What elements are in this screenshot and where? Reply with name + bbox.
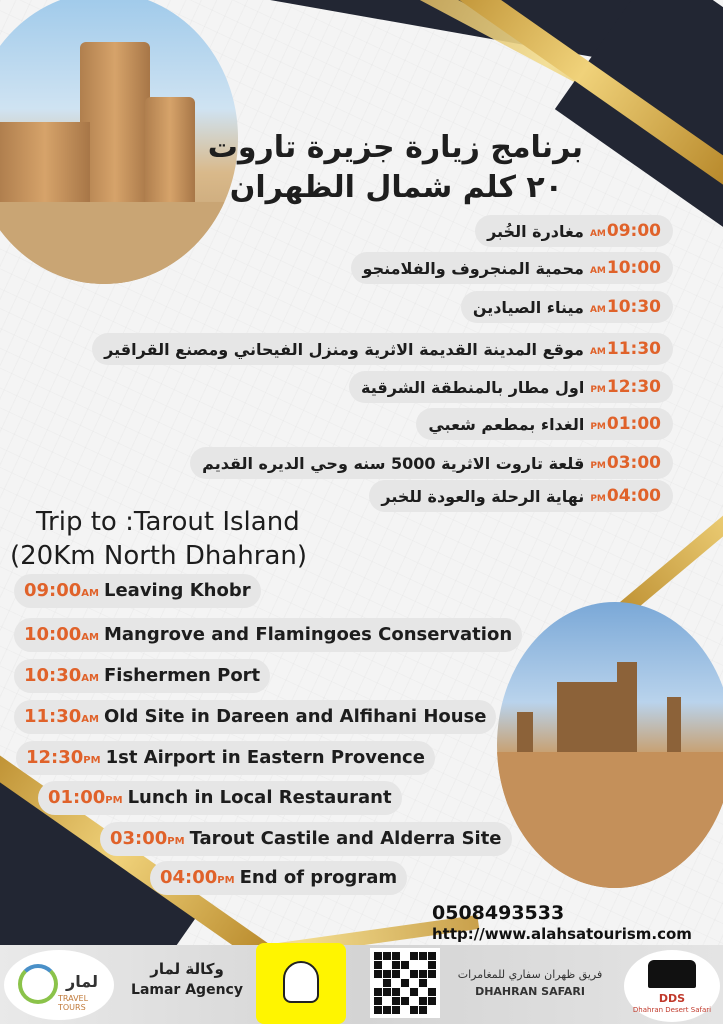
item-text: موقع المدينة القديمة الاثرية ومنزل الفيحاني ومصنع القراقير [104,339,584,359]
ruins-photo [497,602,723,888]
ampm-label: PM [590,461,606,471]
time-label: 10:30 [606,297,661,317]
english-item [38,781,402,815]
english-item [14,700,496,734]
time-label: 12:30 [26,747,84,768]
item-text: Mangrove and Flamingoes Conservation [104,624,513,645]
palm-icon [18,964,58,1004]
item-text: ميناء الصيادين [472,297,584,317]
dds-logo-label: DDS [658,992,686,1005]
ampm-label: PM [590,385,606,395]
ampm-label: AM [589,229,606,239]
website-link[interactable]: http://www.alahsatourism.com [432,925,692,943]
time-label: 04:00 [160,867,218,888]
arabic-item [351,252,673,284]
item-text: نهاية الرحلة والعودة للخبر [381,486,585,506]
ampm-label: AM [81,714,99,725]
agency-name-en: Lamar Agency [131,982,243,998]
lamar-logo [4,950,114,1020]
arabic-item [92,333,673,365]
time-label: 10:30 [24,665,82,686]
time-label: 10:00 [606,258,661,278]
agency-name-ar: وكالة لمار [150,960,224,978]
item-text: Lunch in Local Restaurant [127,787,392,808]
lamar-logo-name: لمار [66,972,98,991]
ampm-label: AM [589,266,606,276]
castle-photo [0,0,238,284]
time-label: 04:00 [606,486,661,506]
ampm-label: PM [217,875,235,886]
arabic-item [369,480,673,512]
item-text: الغداء بمطعم شعبي [428,414,585,434]
dds-logo [624,950,720,1022]
item-text: Old Site in Dareen and Alfihani House [104,706,487,727]
time-label: 11:30 [606,339,661,359]
item-text: Tarout Castile and Alderra Site [189,828,502,849]
english-title-line1: Trip to :Tarout Island [36,507,300,537]
time-label: 10:00 [24,624,82,645]
ampm-label: AM [81,673,99,684]
arabic-title-line2: ٢٠ كلم شمال الظهران [229,170,563,205]
time-label: 09:00 [606,221,661,241]
dhahran-safari-ar: فريق ظهران سفاري للمغامرات [457,968,603,981]
ampm-label: PM [590,422,606,432]
arabic-item [349,371,673,403]
dds-logo-sub: Dhahran Desert Safari [632,1006,712,1014]
item-text: Leaving Khobr [104,580,251,601]
english-item [14,574,261,608]
item-text: قلعة تاروت الاثرية 5000 سنه وحي الديره القديم [202,453,585,473]
ampm-label: AM [589,347,606,357]
item-text: 1st Airport in Eastern Provence [105,747,425,768]
time-label: 09:00 [24,580,82,601]
arabic-item [475,215,673,247]
english-item [100,822,512,856]
time-label: 03:00 [110,828,168,849]
jeep-icon [648,960,696,988]
time-label: 03:00 [606,453,661,473]
english-item [14,618,522,652]
arabic-item [416,408,673,440]
snapchat-ghost-icon [283,961,319,1003]
arabic-title-line1: برنامج زيارة جزيرة تاروت [207,130,583,165]
item-text: محمية المنجروف والفلامنجو [362,258,584,278]
arabic-title [208,128,583,208]
dhahran-safari [445,968,615,998]
english-title [10,505,307,573]
item-text: End of program [239,867,398,888]
dhahran-safari-en: DHAHRAN SAFARI [475,985,585,998]
english-item [150,861,407,895]
english-title-line2: (20Km North Dhahran) [10,541,308,571]
qr-code[interactable] [370,948,440,1018]
ampm-label: PM [590,494,606,504]
item-text: مغادرة الخُبر [487,221,584,241]
phone-number[interactable]: 0508493533 [432,902,565,924]
time-label: 01:00 [606,414,661,434]
ampm-label: PM [83,755,101,766]
ampm-label: PM [167,836,185,847]
ampm-label: AM [589,305,606,315]
english-item [16,741,435,775]
item-text: اول مطار بالمنطقة الشرقية [361,377,585,397]
time-label: 11:30 [24,706,82,727]
item-text: Fishermen Port [104,665,261,686]
ampm-label: AM [81,632,99,643]
lamar-logo-sub: TRAVEL TOURS [58,994,89,1012]
arabic-item [461,291,673,323]
ampm-label: AM [81,588,99,599]
snapchat-code[interactable] [256,943,346,1024]
arabic-item [190,447,673,479]
time-label: 01:00 [48,787,106,808]
time-label: 12:30 [606,377,661,397]
ampm-label: PM [105,795,123,806]
agency-name [122,960,252,998]
english-item [14,659,270,693]
